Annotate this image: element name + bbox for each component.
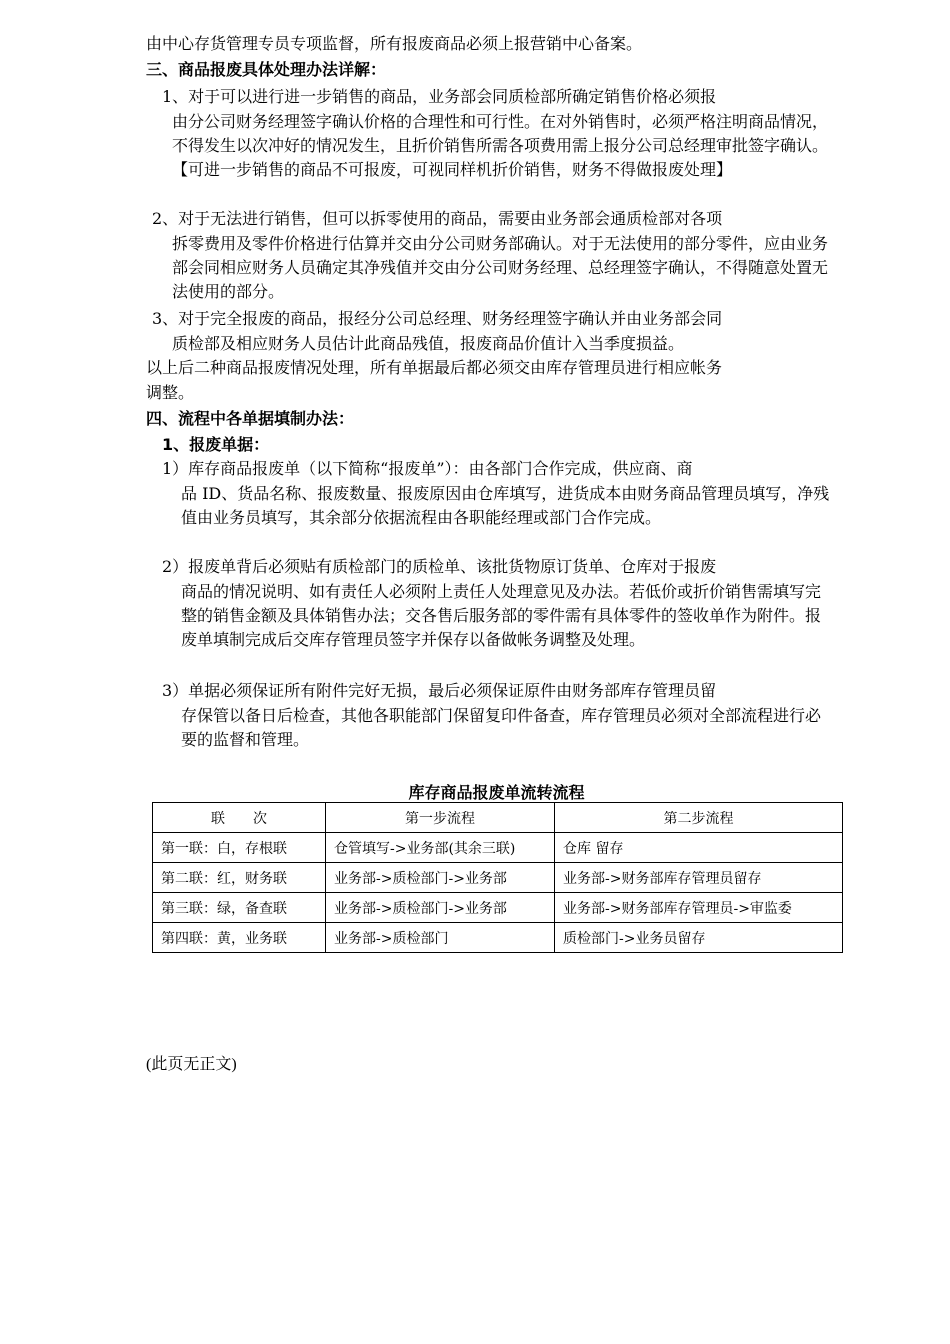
table-header-cell: 第一步流程	[326, 803, 555, 833]
footer-note: (此页无正文)	[146, 1056, 237, 1073]
table-title: 库存商品报废单流转流程	[408, 783, 585, 802]
s4-item1-first: 1）库存商品报废单（以下简称“报废单”）：由各部门合作完成，供应商、商	[162, 459, 693, 478]
s4-item2-first: 2）报废单背后必须贴有质检部门的质检单、该批货物原订货单、仓库对于报废	[162, 557, 717, 576]
table-cell: 仓管填写->业务部(其余三联)	[326, 833, 555, 863]
s3-summary-line1: 以上后二种商品报废情况处理，所有单据最后都必须交由库存管理员进行相应帐务	[146, 358, 723, 377]
table-cell: 业务部->质检部门	[326, 923, 555, 953]
s3-item2-first: 2、对于无法进行销售，但可以拆零使用的商品，需要由业务部会通质检部对各项	[152, 209, 723, 228]
table-cell: 业务部->财务部库存管理员->审监委	[555, 893, 843, 923]
table-row	[153, 863, 843, 893]
table-cell: 第三联：绿，备查联	[153, 893, 326, 923]
table-cell: 业务部->财务部库存管理员留存	[555, 863, 843, 893]
table-cell: 质检部门->业务员留存	[555, 923, 843, 953]
s4-item1-rest: 品 ID、货品名称、报废数量、报废原因由仓库填写，进货成本由财务商品管理员填写，净残值由业务员填写，其余部分依据流程由各职能经理或部门合作完成。	[181, 484, 830, 527]
section4-subheading: 1、报废单据：	[162, 435, 270, 454]
table-cell: 业务部->质检部门->业务部	[326, 893, 555, 923]
s3-item3-rest: 质检部及相应财务人员估计此商品残值，报废商品价值计入当季度损益。	[172, 334, 685, 353]
s3-summary-line2: 调整。	[146, 383, 195, 402]
s3-item1-rest: 由分公司财务经理签字确认价格的合理性和可行性。在对外销售时，必须严格注明商品情况，不得发生以次冲好的情况发生，且折价销售所需各项费用需上报分公司总经理审批签字确认。【可进一步销售的商品不可报废，可视同样机折价销售，财务不得做报废处理】	[172, 112, 829, 179]
section3-heading: 三、商品报废具体处理办法详解：	[146, 60, 387, 79]
table-header-cell: 第二步流程	[555, 803, 843, 833]
table-cell: 业务部->质检部门->业务部	[326, 863, 555, 893]
section4-heading: 四、流程中各单据填制办法：	[146, 409, 355, 428]
table-cell: 第二联：红，财务联	[153, 863, 326, 893]
s4-item3-first: 3）单据必须保证所有附件完好无损，最后必须保证原件由财务部库存管理员留	[162, 681, 717, 700]
s4-item2-rest: 商品的情况说明、如有责任人必须附上责任人处理意见及办法。若低价或折价销售需填写完整的销售金额及具体销售办法；交各售后服务部的零件需有具体零件的签收单作为附件。报废单填制完成后交库存管理员签字并保存以备做帐务调整及处理。	[181, 582, 822, 649]
s3-item1-first: 1、对于可以进行进一步销售的商品，业务部会同质检部所确定销售价格必须报	[162, 87, 717, 106]
table-header-row	[153, 803, 843, 833]
table-row	[153, 893, 843, 923]
table-header-cell: 联 次	[153, 803, 326, 833]
flow-table	[152, 802, 843, 953]
table-cell: 第四联：黄，业务联	[153, 923, 326, 953]
intro-line: 由中心存货管理专员专项监督，所有报废商品必须上报营销中心备案。	[146, 34, 643, 53]
table-row	[153, 923, 843, 953]
s3-item2-rest: 拆零费用及零件价格进行估算并交由分公司财务部确认。对于无法使用的部分零件，应由业务部会同相应财务人员确定其净残值并交由分公司财务经理、总经理签字确认，不得随意处置无法使用的部分。	[172, 234, 829, 301]
table-row	[153, 833, 843, 863]
table-cell: 仓库 留存	[555, 833, 843, 863]
s3-item3-first: 3、对于完全报废的商品，报经分公司总经理、财务经理签字确认并由业务部会同	[152, 309, 723, 328]
table-cell: 第一联：白，存根联	[153, 833, 326, 863]
s4-item3-rest: 存保管以备日后检查，其他各职能部门保留复印件备查，库存管理员必须对全部流程进行必要的监督和管理。	[181, 706, 822, 749]
